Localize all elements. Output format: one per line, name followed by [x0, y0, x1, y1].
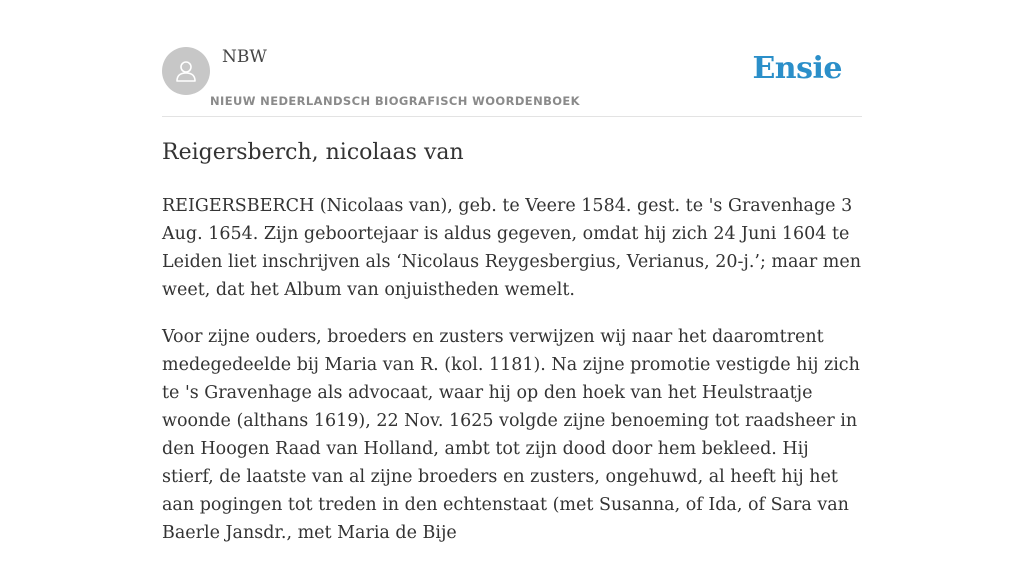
- article-paragraph: Voor zijne ouders, broeders en zusters verwijzen wij naar het daaromtrent medegedeelde bij Maria van R. (kol. 1181). Na zijne promotie vestigde hij zich te 's Gravenhage als advocaat, waar hij op den hoek van het Heulstraatje woonde (althans 1619), 22 Nov. 1625 volgde zijne benoeming tot raadsheer in den Hoogen Raad van Holland, ambt tot zijn dood door hem bekleed. Hij stierf, de laatste van al zijne broeders en zusters, ongehuwd, al heeft hij het aan pogingen tot treden in den echtenstaat (met Susanna, of Ida, of Sara van Baerle Jansdr., met Maria de Bije: [162, 327, 860, 543]
- source-header: [162, 0, 862, 117]
- source-avatar[interactable]: [162, 47, 210, 95]
- source-name[interactable]: NBW: [222, 47, 267, 67]
- user-icon: [172, 57, 200, 85]
- content-column: [162, 0, 862, 543]
- source-subtitle: NIEUW NEDERLANDSCH BIOGRAFISCH WOORDENBOEK: [210, 94, 580, 108]
- article-body: [162, 192, 864, 566]
- ensie-logo[interactable]: Ensie: [752, 51, 842, 86]
- article-title: Reigersberch, nicolaas van: [162, 140, 464, 165]
- article-paragraph: REIGERSBERCH (Nicolaas van), geb. te Veere 1584. gest. te 's Gravenhage 3 Aug. 1654. Zijn geboortejaar is aldus gegeven, omdat hij zich 24 Juni 1604 te Leiden liet inschrijven als ‘Nicolaus Reygesbergius, Verianus, 20-j.’; maar men weet, dat het Album van onjuistheden wemelt.: [162, 196, 862, 300]
